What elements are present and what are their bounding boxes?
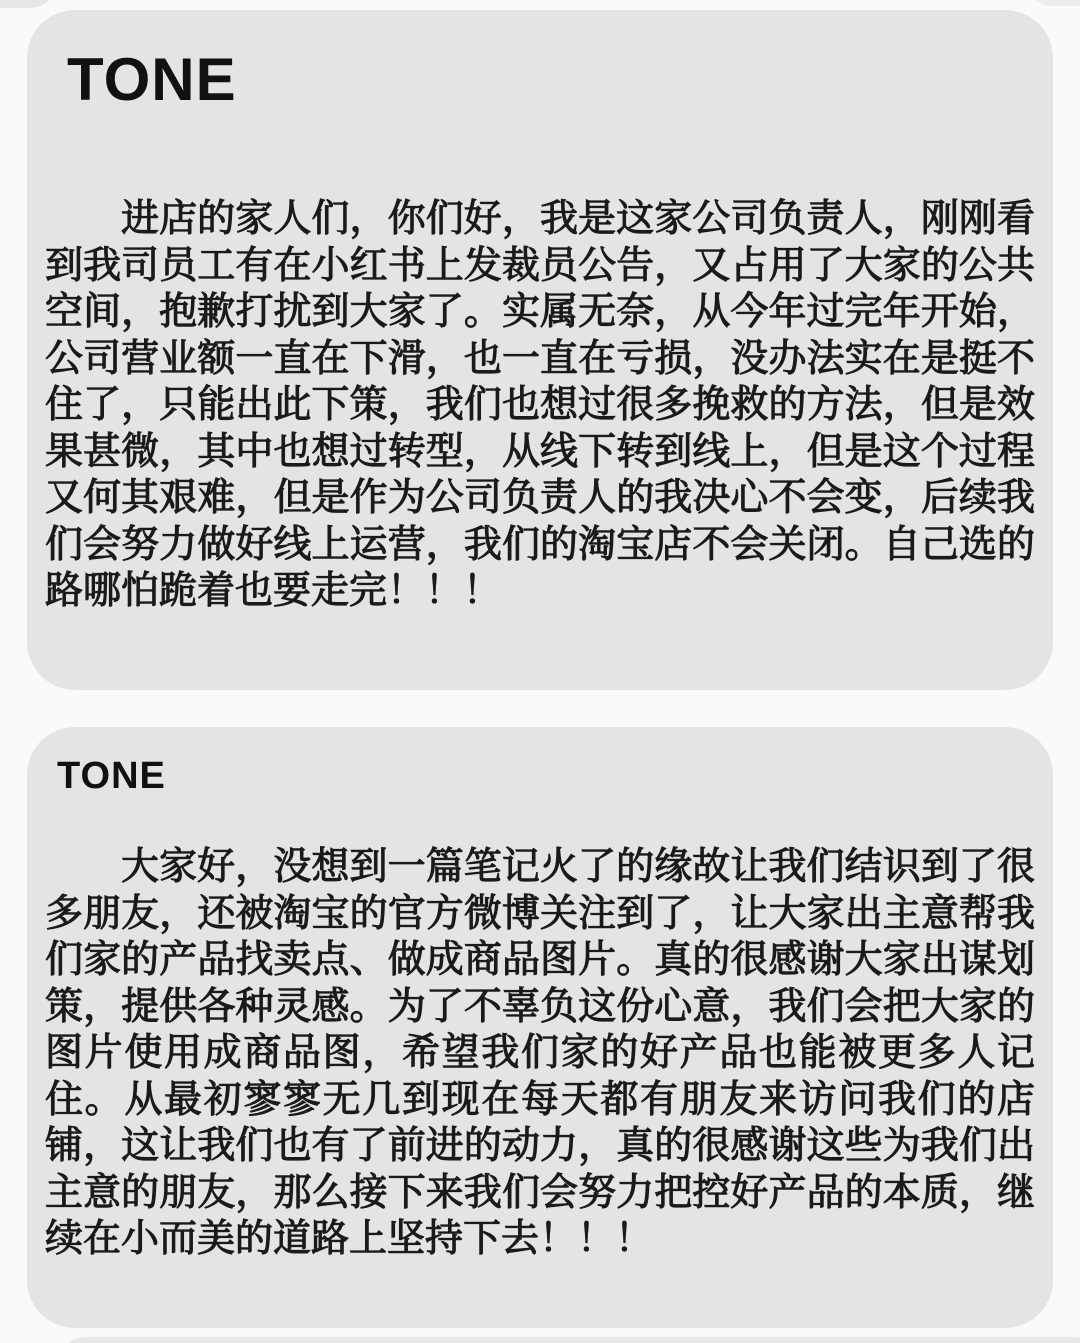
card-paragraph: 进店的家人们，你们好，我是这家公司负责人，刚刚看到我司员工有在小红书上发裁员公告，又占用了大家的公共空间，抱歉打扰到大家了。实属无奈，从今年过完年开始，公司营业额一直在下滑，也一直在亏损，没办法实在是挺不住了，只能出此下策，我们也想过很多挽救的方法，但是效果甚微，其中也想过转型，从线下转到线上，但是这个过程又何其艰难，但是作为公司负责人的我决心不会变，后续我们会努力做好线上运营，我们的淘宝店不会关闭。自己选的路哪怕跪着也要走完！！！: [45, 198, 1035, 612]
tone-card-2: [27, 727, 1053, 1328]
previous-card-remnant-left: [0, 0, 58, 8]
next-card-remnant: [60, 1337, 1080, 1343]
tone-card-1: [27, 10, 1053, 690]
card-paragraph: 大家好，没想到一篇笔记火了的缘故让我们结识到了很多朋友，还被淘宝的官方微博关注到了，让大家出主意帮我们家的产品找卖点、做成商品图片。真的很感谢大家出谋划策，提供各种灵感。为了不辜负这份心意，我们会把大家的图片使用成商品图，希望我们家的好产品也能被更多人记住。从最初寥寥无几到现在每天都有朋友来访问我们的店铺，这让我们也有了前进的动力，真的很感谢这些为我们出主意的朋友，那么接下来我们会努力把控好产品的本质，继续在小而美的道路上坚持下去！！！: [45, 846, 1035, 1260]
card-title: TONE: [57, 755, 166, 797]
card-title: TONE: [67, 46, 237, 113]
previous-card-remnant-right: [1024, 0, 1080, 6]
